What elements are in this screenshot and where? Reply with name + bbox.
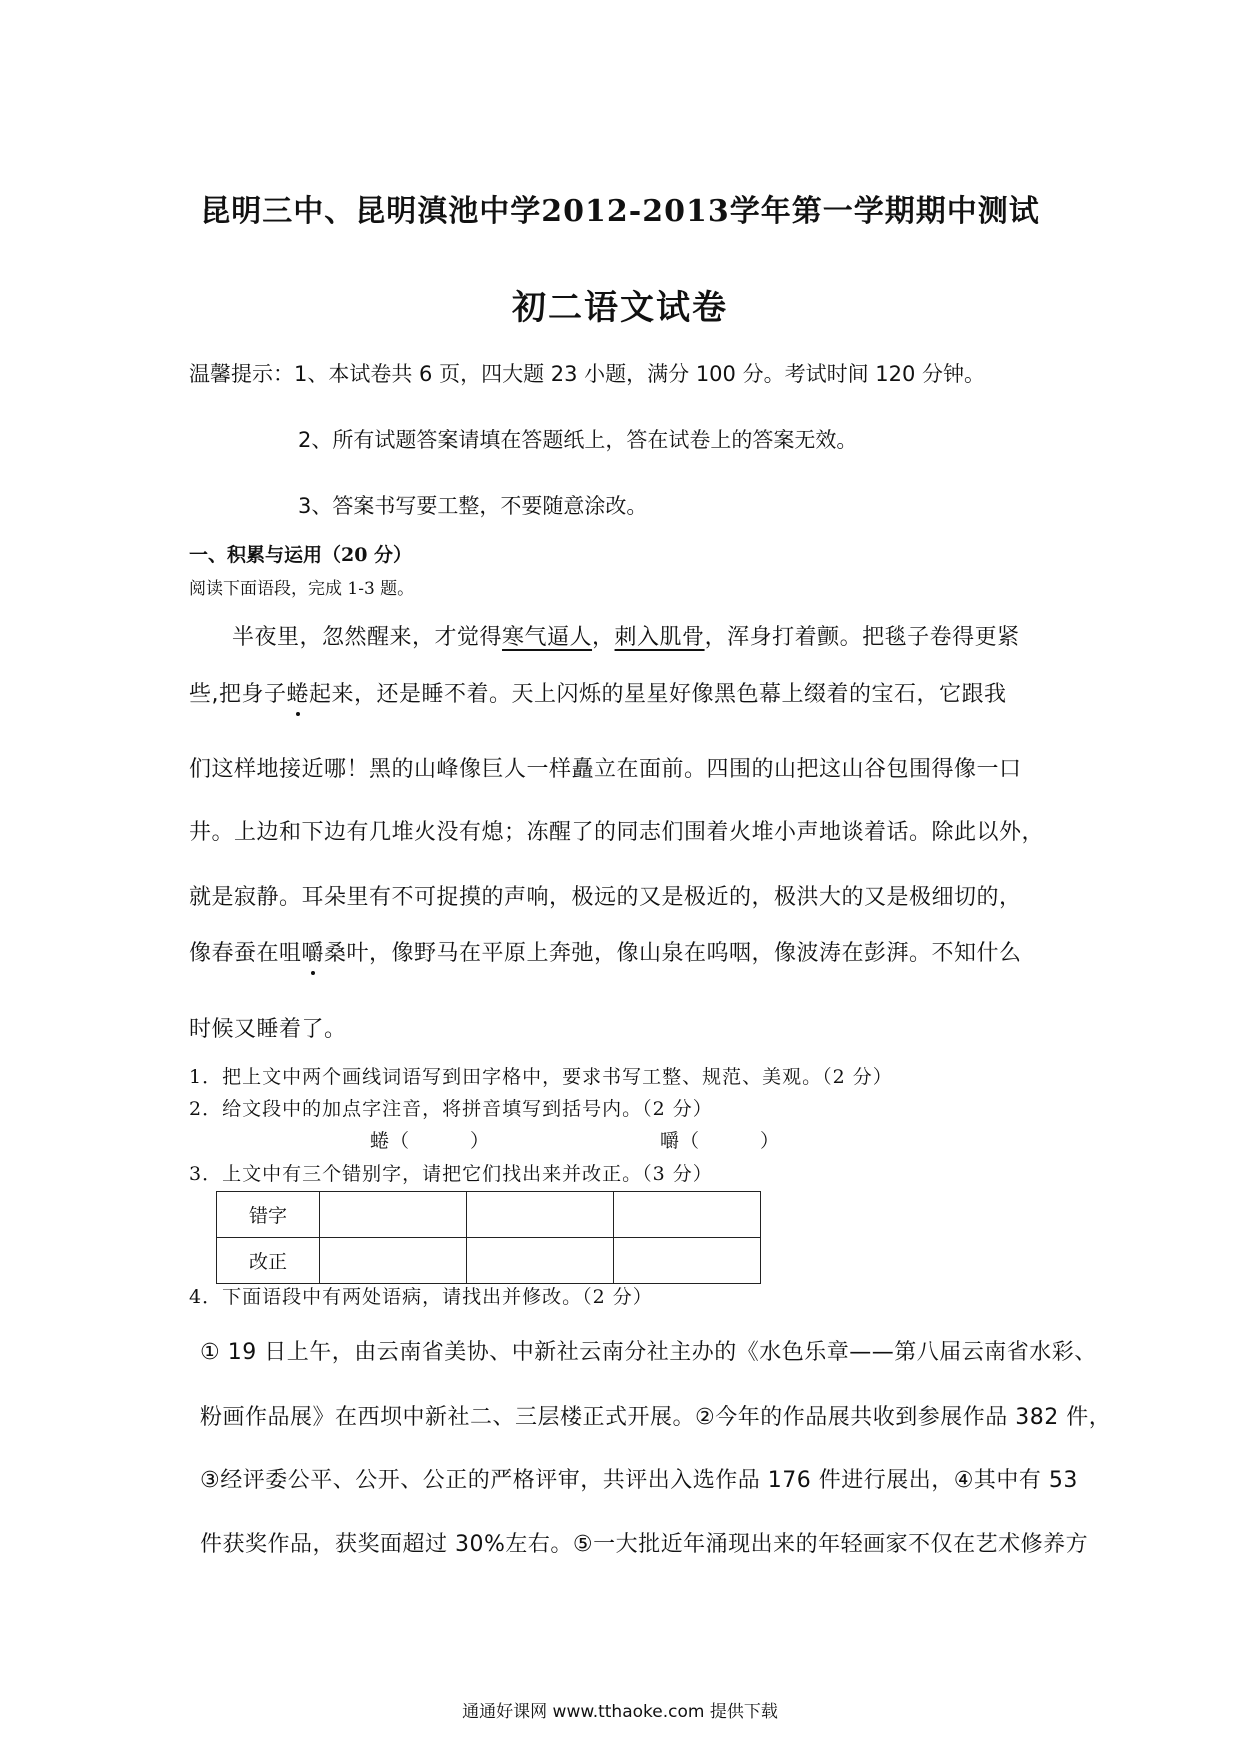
pinyin-blank-1: 蜷（ ） [370,1130,491,1152]
table-row [217,1192,761,1238]
answer-cell [320,1238,467,1284]
passage2-line-1: ① 19 日上午，由云南省美协、中新社云南分社主办的《水色乐章——第八届云南省水彩、 [200,1340,1097,1365]
notice-line-2: 2、所有试题答案请填在答题纸上，答在试卷上的答案无效。 [298,428,858,452]
question-2: 2．给文段中的加点字注音，将拼音填写到括号内。（2 分） [189,1098,713,1120]
footer-text: 通通好课网 www.tthaoke.com 提供下载 [462,1702,778,1722]
question-3: 3．上文中有三个错别字，请把它们找出来并改正。（3 分） [189,1163,713,1185]
answer-cell [467,1238,614,1284]
passage2-line-2: 粉画作品展》在西坝中新社二、三层楼正式开展。②今年的作品展共收到参展作品 382 件， [200,1405,1112,1430]
passage-line-7: 时候又睡着了。 [189,1017,347,1042]
dotted-char-2: 嚼 [302,936,325,967]
answer-cell [614,1238,761,1284]
passage-line-6: 像春蚕在咀嚼桑叶，像野马在平原上奔弛，像山泉在呜咽，像波涛在彭湃。不知什么 [189,936,1022,967]
notice-line-1: 温馨提示：1、本试卷共 6 页，四大题 23 小题，满分 100 分。考试时间 120 分钟。 [189,362,986,386]
underlined-phrase-2: 刺入肌骨 [614,625,705,650]
exam-title: 昆明三中、昆明滇池中学2012-2013学年第一学期期中测试 [200,194,1040,229]
answer-cell [614,1192,761,1238]
notice-line-3: 3、答案书写要工整，不要随意涂改。 [298,494,648,518]
table-row [217,1238,761,1284]
underlined-phrase-1: 寒气逼人 [502,625,593,650]
passage-line-1: 半夜里，忽然醒来，才觉得寒气逼人，刺入肌骨，浑身打着颤。把毯子卷得更紧 [232,625,1020,650]
passage-line-2: 些,把身子蜷起来，还是睡不着。天上闪烁的星星好像黑色幕上缀着的宝石，它跟我 [189,677,1007,708]
section-heading: 一、积累与运用（20 分） [189,544,413,566]
passage-line-3: 们这样地接近哪！黑的山峰像巨人一样矗立在面前。四围的山把这山谷包围得像一口 [189,757,1022,782]
table-header-cell: 改正 [217,1238,320,1284]
question-1: 1．把上文中两个画线词语写到田字格中，要求书写工整、规范、美观。（2 分） [189,1066,893,1088]
table-header-cell: 错字 [217,1192,320,1238]
answer-cell [467,1192,614,1238]
passage-line-5: 就是寂静。耳朵里有不可捉摸的声响，极远的又是极近的，极洪大的又是极细切的， [189,885,1022,910]
exam-subtitle: 初二语文试卷 [512,288,728,328]
section-instruction: 阅读下面语段，完成 1-3 题。 [189,579,415,599]
passage2-line-4: 件获奖作品，获奖面超过 30%左右。⑤一大批近年涌现出来的年轻画家不仅在艺术修养方 [200,1532,1089,1557]
dotted-char-1: 蜷 [287,677,310,708]
pinyin-blank-2: 嚼（ ） [660,1130,781,1152]
answer-cell [320,1192,467,1238]
passage-line-4: 井。上边和下边有几堆火没有熄；冻醒了的同志们围着火堆小声地谈着话。除此以外， [189,820,1045,845]
correction-table [216,1191,761,1284]
passage2-line-3: ③经评委公平、公开、公正的严格评审，共评出入选作品 176 件进行展出，④其中有 53 [200,1468,1078,1493]
question-4: 4．下面语段中有两处语病，请找出并修改。（2 分） [189,1286,653,1308]
